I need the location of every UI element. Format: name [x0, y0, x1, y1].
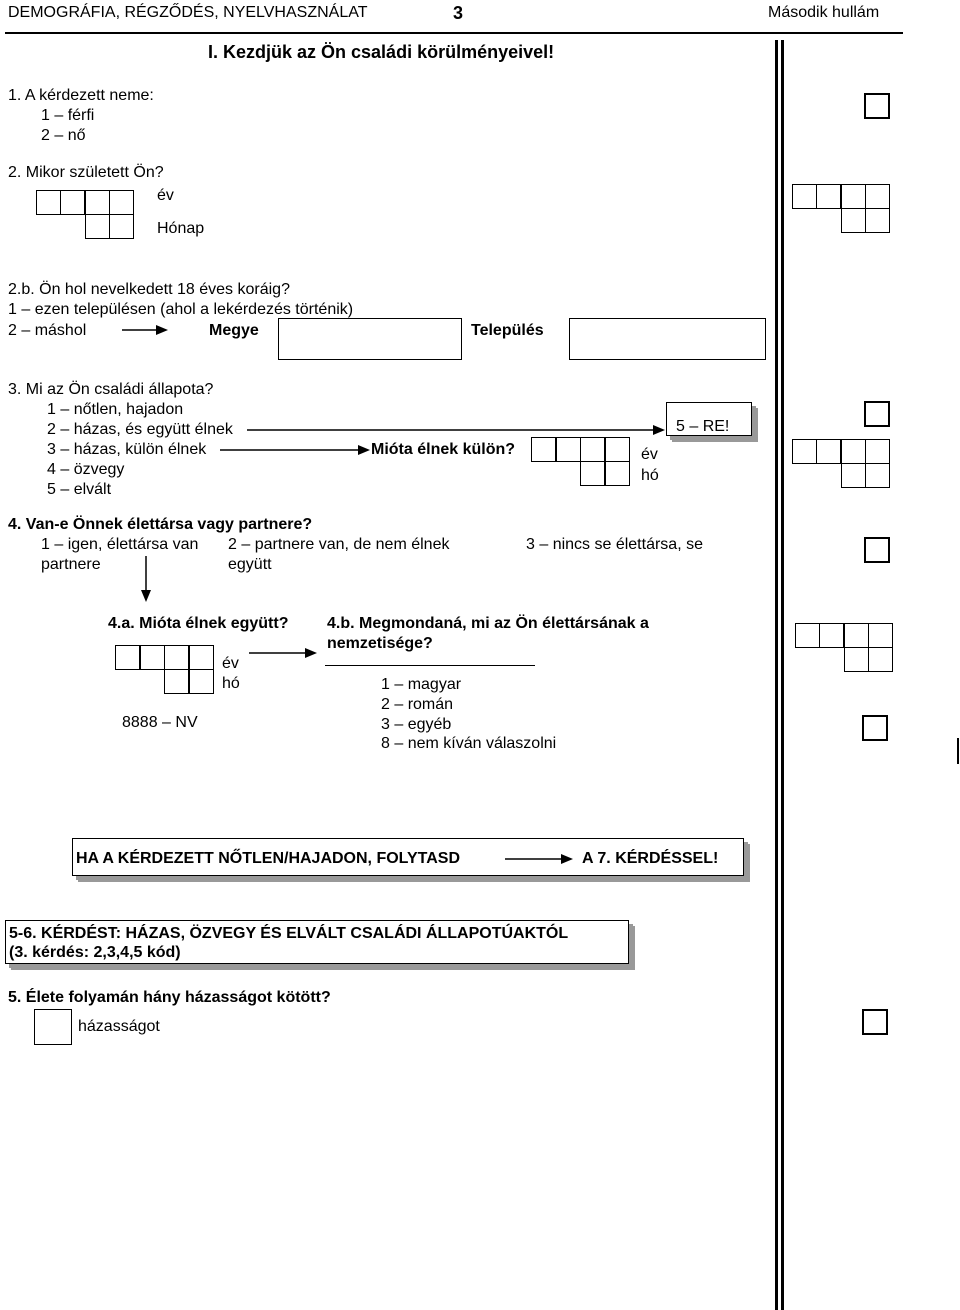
q1-option[interactable]: 1 – férfi	[41, 107, 95, 124]
q4-option[interactable]: 2 – partnere van, de nem élnek	[228, 536, 450, 553]
q2b-telepules-label: Település	[471, 322, 544, 339]
q2-year-cell[interactable]	[36, 190, 61, 215]
q2-month-cell[interactable]	[109, 214, 134, 239]
section56-line2: (3. kérdés: 2,3,4,5 kód)	[9, 944, 181, 961]
q3-month-cell[interactable]	[605, 461, 630, 486]
section-title: I. Kezdjük az Ön családi körülményeivel!	[208, 42, 555, 62]
header-right: Második hullám	[768, 4, 880, 21]
q3-code-year-cell[interactable]	[816, 439, 841, 464]
q4a-code-month-cell[interactable]	[868, 647, 893, 672]
q2-code-year-cell[interactable]	[792, 184, 817, 209]
q1-question: 1. A kérdezett neme:	[8, 87, 154, 104]
q4a-month-cell[interactable]	[164, 669, 189, 694]
q4a-arrow-icon	[249, 645, 319, 661]
q3-goto-box	[666, 402, 752, 436]
q2-question: 2. Mikor született Ön?	[8, 164, 164, 181]
q2b-option[interactable]: 2 – máshol	[8, 322, 87, 339]
instruction-arrow-icon	[505, 851, 575, 867]
q3-option[interactable]: 3 – házas, külön élnek	[47, 441, 207, 458]
q1-code-box[interactable]	[864, 93, 890, 119]
q3-code-year-cell[interactable]	[841, 439, 866, 464]
q3-since-arrow-icon	[220, 442, 372, 458]
q2b-megye-field[interactable]	[278, 318, 462, 360]
q2-code-month-cell[interactable]	[841, 208, 866, 233]
code-column-divider-2	[781, 40, 784, 1310]
q2b-telepules-field[interactable]	[569, 318, 766, 360]
q1-option[interactable]: 2 – nő	[41, 127, 86, 144]
q3-ho-label: hó	[641, 467, 659, 484]
q4-question: 4. Van-e Önnek élettársa vagy partnere?	[8, 516, 313, 533]
q4a-year-cell[interactable]	[189, 645, 214, 670]
q2-code-year-cell[interactable]	[865, 184, 890, 209]
q2-year-cell[interactable]	[60, 190, 85, 215]
q3-question: 3. Mi az Ön családi állapota?	[8, 381, 214, 398]
q3-option[interactable]: 4 – özvegy	[47, 461, 125, 478]
q4-option[interactable]: 1 – igen, élettársa van	[41, 536, 199, 553]
instruction-box	[72, 838, 744, 876]
page-number: 3	[453, 3, 464, 23]
q3-code-year-cell[interactable]	[792, 439, 817, 464]
q3-option[interactable]: 1 – nőtlen, hajadon	[47, 401, 184, 418]
q3-month-cell[interactable]	[580, 461, 605, 486]
instruction-right: A 7. KÉRDÉSSEL!	[582, 850, 719, 867]
q3-code-year-cell[interactable]	[865, 439, 890, 464]
q3-year-cell[interactable]	[556, 437, 581, 462]
q5-unit: házasságot	[78, 1018, 160, 1035]
q5-question: 5. Élete folyamán hány házasságot kötött?	[8, 989, 331, 1006]
instruction-left: HA A KÉRDEZETT NŐTLEN/HAJADON, FOLYTASD	[76, 850, 461, 867]
q4a-year-cell[interactable]	[164, 645, 189, 670]
q4-option[interactable]: 3 – nincs se élettársa, se	[526, 536, 703, 553]
q2b-option[interactable]: 1 – ezen településen (ahol a lekérdezés történik)	[8, 301, 354, 318]
q4a-nv[interactable]: 8888 – NV	[122, 714, 198, 731]
q4b-question: 4.b. Megmondaná, mi az Ön élettársának a	[327, 615, 649, 632]
q5-count-field[interactable]	[34, 1009, 72, 1045]
q4a-code-year-cell[interactable]	[844, 623, 869, 648]
q3-code-month-cell[interactable]	[865, 463, 890, 488]
q4a-code-year-cell[interactable]	[795, 623, 820, 648]
q2-year-cell[interactable]	[85, 190, 110, 215]
q4a-code-year-cell[interactable]	[819, 623, 844, 648]
q2b-arrow-icon	[122, 322, 170, 338]
q3-option[interactable]: 5 – elvált	[47, 481, 112, 498]
q4-code-box[interactable]	[864, 537, 890, 563]
q3-option[interactable]: 2 – házas, és együtt élnek	[47, 421, 233, 438]
q3-year-cell[interactable]	[580, 437, 605, 462]
q2-honap-label: Hónap	[157, 220, 205, 237]
q4a-code-month-cell[interactable]	[844, 647, 869, 672]
q2-code-year-cell[interactable]	[816, 184, 841, 209]
section56-line1: 5-6. KÉRDÉST: HÁZAS, ÖZVEGY ÉS ELVÁLT CSALÁDI ÁLLAPOTÚAKTÓL	[9, 925, 569, 942]
q4b-option[interactable]: 8 – nem kíván válaszolni	[381, 735, 557, 752]
q4b-option[interactable]: 2 – román	[381, 696, 454, 713]
q4a-ho-label: hó	[222, 675, 240, 692]
q3-code-month-cell[interactable]	[841, 463, 866, 488]
q4b-option[interactable]: 3 – egyéb	[381, 716, 452, 733]
q4-down-arrow-icon	[138, 556, 154, 604]
q2b-question: 2.b. Ön hol nevelkedett 18 éves koráig?	[8, 281, 290, 298]
header-left: DEMOGRÁFIA, RÉGZŐDÉS, NYELVHASZNÁLAT	[8, 4, 368, 21]
q4a-month-cell[interactable]	[189, 669, 214, 694]
q2-code-year-cell[interactable]	[841, 184, 866, 209]
q2-month-cell[interactable]	[85, 214, 110, 239]
q2-year-cell[interactable]	[109, 190, 134, 215]
q2-code-month-cell[interactable]	[865, 208, 890, 233]
q4a-year-cell[interactable]	[140, 645, 165, 670]
q3-goto-arrow-icon	[247, 422, 667, 438]
q4b-rule	[325, 665, 535, 666]
q4a-year-cell[interactable]	[115, 645, 140, 670]
q4b-code-box[interactable]	[862, 715, 888, 741]
code-column-divider	[775, 40, 778, 1310]
q4-option-cont[interactable]: együtt	[228, 556, 272, 573]
section56-box	[5, 920, 629, 964]
q3-year-cell[interactable]	[531, 437, 556, 462]
q4b-option[interactable]: 1 – magyar	[381, 676, 462, 693]
q2b-megye-label: Megye	[209, 322, 259, 339]
q4a-ev-label: év	[222, 655, 239, 672]
q5-code-box[interactable]	[862, 1009, 888, 1035]
edge-mark	[957, 738, 959, 764]
q4-option-cont[interactable]: partnere	[41, 556, 101, 573]
q4a-question: 4.a. Mióta élnek együtt?	[108, 615, 289, 632]
q4a-code-year-cell[interactable]	[868, 623, 893, 648]
q2-ev-label: év	[157, 187, 174, 204]
q3-year-cell[interactable]	[605, 437, 630, 462]
q3-ev-label: év	[641, 446, 658, 463]
q3-since-label: Mióta élnek külön?	[371, 441, 516, 458]
q3-code-box[interactable]	[864, 401, 890, 427]
header-rule	[5, 32, 903, 34]
q4b-question-cont: nemzetisége?	[327, 635, 433, 652]
q3-goto-label: 5 – RE!	[676, 418, 730, 435]
